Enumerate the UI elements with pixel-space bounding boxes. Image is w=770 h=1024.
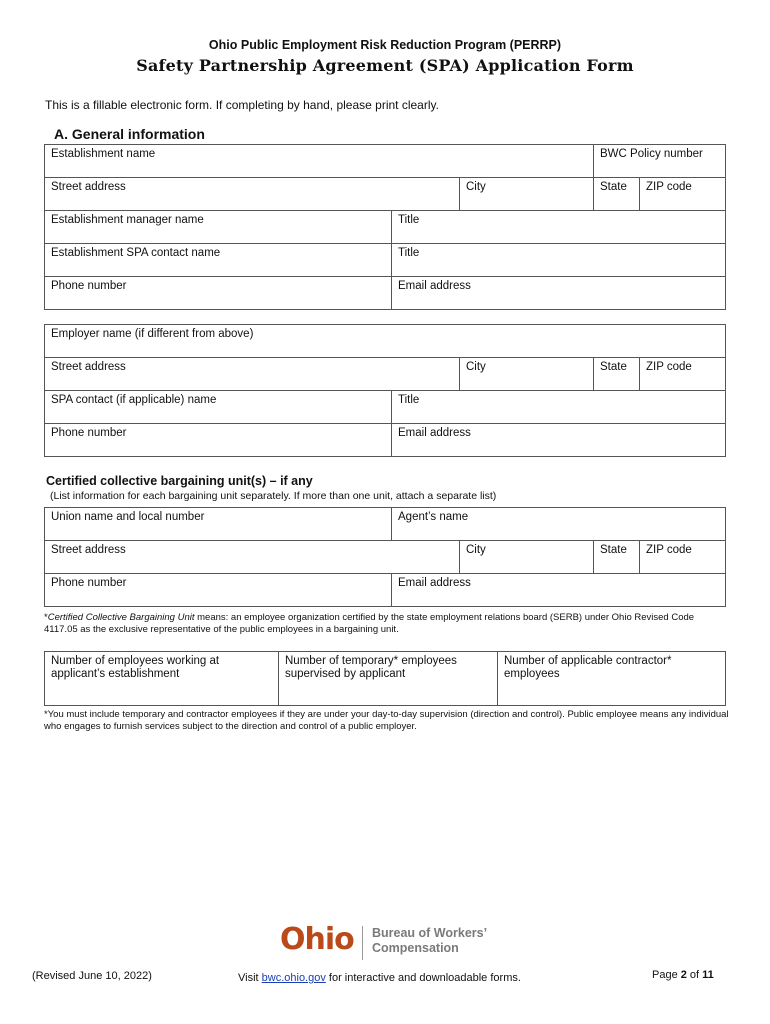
field-label: Phone number <box>51 427 127 439</box>
ohio-bwc-logo <box>280 924 520 964</box>
employer-title-field[interactable] <box>392 391 726 424</box>
zip-code-field[interactable] <box>640 178 726 211</box>
bwc-link[interactable]: bwc.ohio.gov <box>261 972 326 984</box>
field-label: ZIP code <box>646 544 692 556</box>
page-number <box>652 969 714 981</box>
field-label: Union name and local number <box>51 511 205 523</box>
logo-text <box>372 926 487 956</box>
field-label: City <box>466 544 486 556</box>
field-label: Title <box>398 394 420 406</box>
logo-line2: Compensation <box>372 941 459 955</box>
program-title: Ohio Public Employment Risk Reduction Program (PERRP) <box>208 38 562 52</box>
field-label: Street address <box>51 544 126 556</box>
field-label: Email address <box>398 577 471 589</box>
employees-footnote: *You must include temporary and contractor employees if they are under your day-to-day supervision (direction and control). Public employee means any individual who engages to furnish services subject to the direction and control of a public employer. <box>44 709 729 732</box>
field-label: Number of applicable contractor* employees <box>504 655 672 680</box>
field-label: ZIP code <box>646 181 692 193</box>
employer-city-field[interactable] <box>460 358 594 391</box>
field-label: Title <box>398 247 420 259</box>
employer-phone-field[interactable] <box>45 424 392 457</box>
visit-pre: Visit <box>238 972 262 984</box>
field-label: Establishment SPA contact name <box>51 247 221 259</box>
phone-number-field[interactable] <box>45 277 392 310</box>
revised-date: (Revised June 10, 2022) <box>32 970 152 982</box>
field-label: Number of employees working at applicant’s establishment <box>51 655 220 680</box>
page-total: 11 <box>702 969 714 981</box>
spa-contact-name-field[interactable] <box>45 244 392 277</box>
field-label: Email address <box>398 427 471 439</box>
union-name-field[interactable] <box>45 508 392 541</box>
field-label: ZIP code <box>646 361 692 373</box>
field-label: City <box>466 181 486 193</box>
field-label: Establishment name <box>51 148 156 160</box>
establishment-name-field[interactable] <box>45 145 594 178</box>
temporary-employees-field[interactable] <box>279 652 498 706</box>
spa-contact-title-field[interactable] <box>392 244 726 277</box>
union-state-field[interactable] <box>594 541 640 574</box>
bargaining-footnote <box>44 612 729 636</box>
employer-email-field[interactable] <box>392 424 726 457</box>
field-label: Email address <box>398 280 471 292</box>
field-label: Street address <box>51 361 126 373</box>
visit-post: for interactive and downloadable forms. <box>325 972 521 984</box>
union-phone-field[interactable] <box>45 574 392 607</box>
agent-name-field[interactable] <box>392 508 726 541</box>
manager-title-field[interactable] <box>392 211 726 244</box>
page-current: 2 <box>680 969 687 981</box>
section-a-heading: A. General information <box>54 126 205 142</box>
employee-counts-table <box>44 651 726 706</box>
field-label: Employer name (if different from above) <box>51 328 254 340</box>
logo-divider <box>362 926 363 960</box>
bargaining-heading: Certified collective bargaining unit(s) – if any <box>46 474 313 488</box>
page-of: of <box>686 969 703 981</box>
footnote-star: * <box>44 612 48 623</box>
general-information-table <box>44 144 726 310</box>
intro-text: This is a fillable electronic form. If completing by hand, please print clearly. <box>45 98 439 112</box>
footnote-text: means: an employee organization certified by the state employment relations board (SERB) under Ohio Revised Code 4117.05 as the exclusive representative of the public employees in a bargaining unit. <box>44 612 695 635</box>
employer-spa-contact-field[interactable] <box>45 391 392 424</box>
employer-state-field[interactable] <box>594 358 640 391</box>
field-label: State <box>600 181 627 193</box>
employer-name-field[interactable] <box>45 325 726 358</box>
city-field[interactable] <box>460 178 594 211</box>
footnote-term: Certified Collective Bargaining Unit <box>47 612 195 623</box>
field-label: Title <box>398 214 420 226</box>
employer-street-address-field[interactable] <box>45 358 460 391</box>
field-label: State <box>600 544 627 556</box>
page-label: Page <box>652 969 681 981</box>
field-label: Agent’s name <box>398 511 469 523</box>
employees-working-field[interactable] <box>45 652 279 706</box>
employer-zip-code-field[interactable] <box>640 358 726 391</box>
form-title: Safety Partnership Agreement (SPA) Application Form <box>136 56 634 75</box>
field-label: Establishment manager name <box>51 214 204 226</box>
union-street-address-field[interactable] <box>45 541 460 574</box>
employer-table <box>44 324 726 457</box>
logo-line1: Bureau of Workers’ <box>372 926 488 940</box>
field-label: Phone number <box>51 577 127 589</box>
field-label: SPA contact (if applicable) name <box>51 394 217 406</box>
union-zip-code-field[interactable] <box>640 541 726 574</box>
footer-visit <box>238 972 521 984</box>
contractor-employees-field[interactable] <box>498 652 726 706</box>
state-field[interactable] <box>594 178 640 211</box>
field-label: Phone number <box>51 280 127 292</box>
manager-name-field[interactable] <box>45 211 392 244</box>
field-label: City <box>466 361 486 373</box>
field-label: Number of temporary* employees supervised by applicant <box>285 655 457 680</box>
logo-ohio-word: Ohio <box>280 922 354 957</box>
street-address-field[interactable] <box>45 178 460 211</box>
bargaining-unit-table <box>44 507 726 607</box>
bwc-policy-number-field[interactable] <box>594 145 726 178</box>
email-address-field[interactable] <box>392 277 726 310</box>
field-label: Street address <box>51 181 126 193</box>
field-label: BWC Policy number <box>600 148 703 160</box>
field-label: State <box>600 361 627 373</box>
union-email-field[interactable] <box>392 574 726 607</box>
bargaining-note: (List information for each bargaining unit separately. If more than one unit, attach a separate list) <box>50 490 497 502</box>
union-city-field[interactable] <box>460 541 594 574</box>
